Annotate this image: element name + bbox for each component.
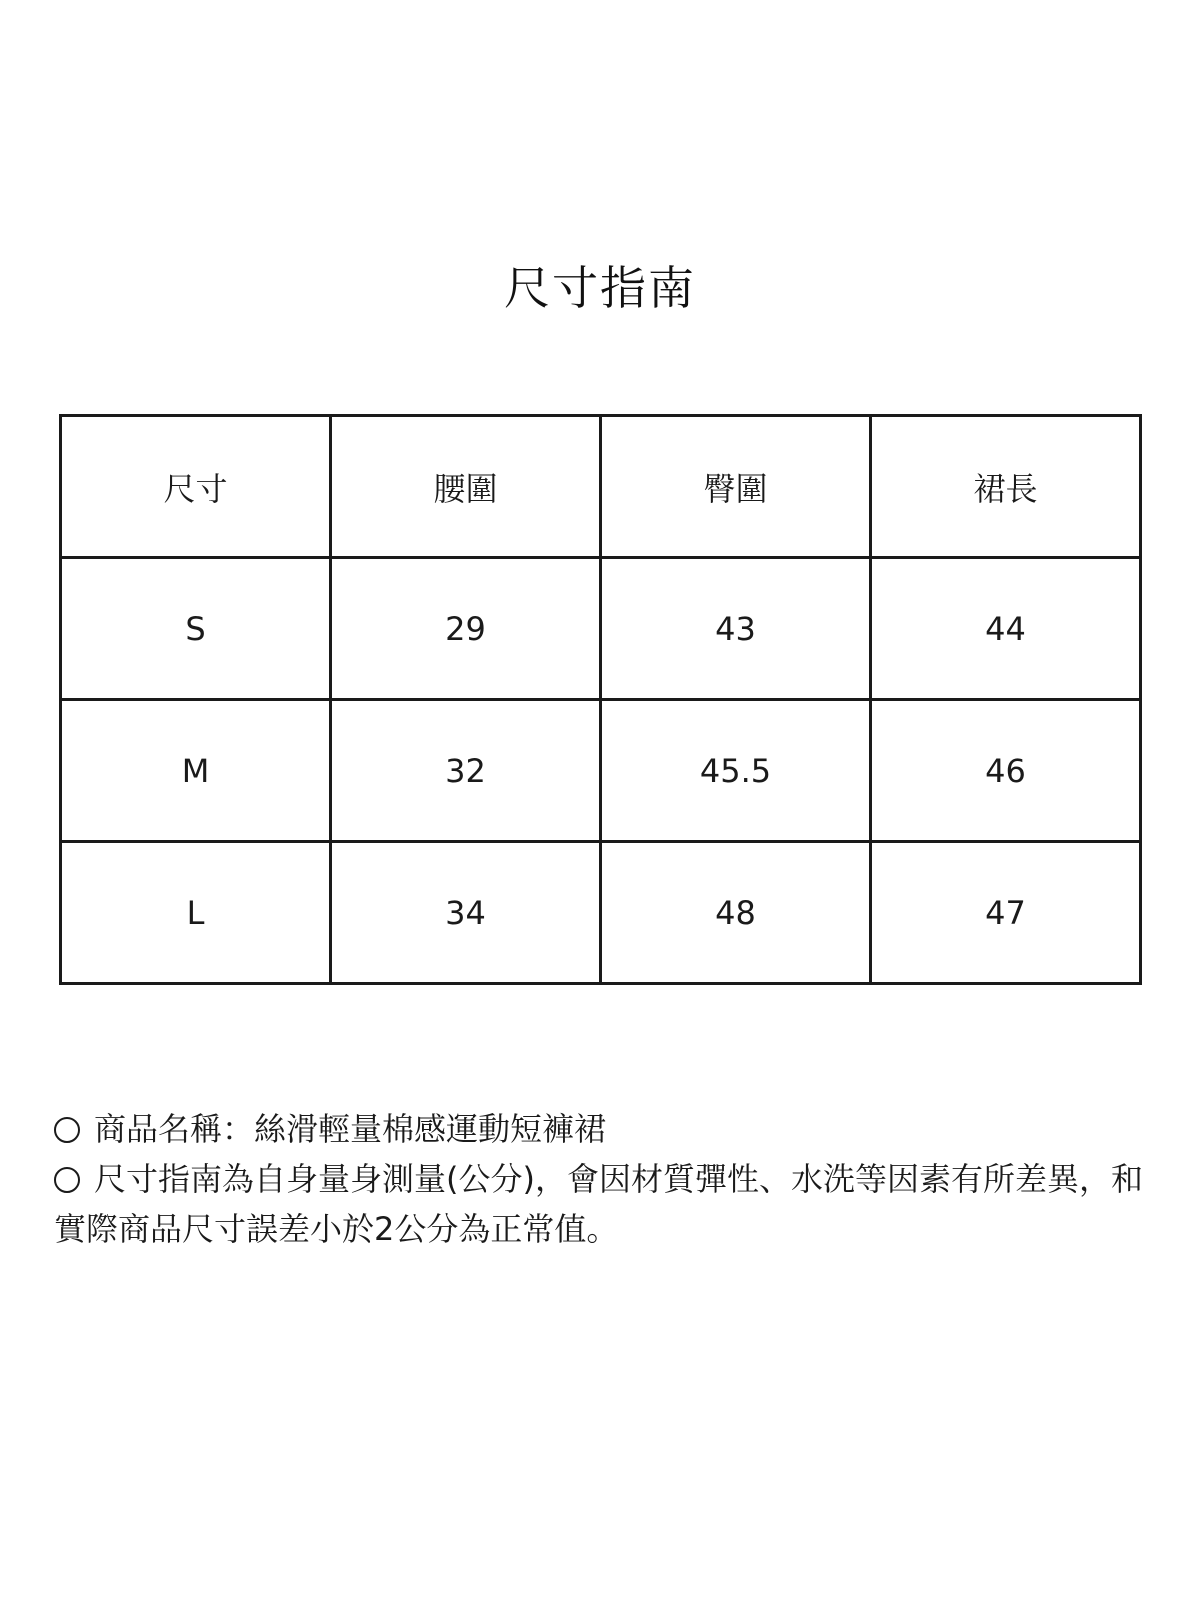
product-name-text: 商品名稱：絲滑輕量棉感運動短褲裙 [94, 1110, 607, 1148]
table-header-row [61, 416, 1141, 558]
page-title: 尺寸指南 [504, 261, 696, 315]
table-cell: L [61, 842, 331, 984]
size-guide-note [54, 1154, 1154, 1254]
product-name-note [54, 1104, 1154, 1154]
table-cell: 29 [331, 558, 601, 700]
circle-bullet-icon [54, 1167, 80, 1193]
notes-section [54, 1104, 1154, 1254]
header-waist: 腰圍 [331, 416, 601, 558]
size-guide-text: 尺寸指南為自身量身測量(公分)，會因材質彈性、水洗等因素有所差異，和實際商品尺寸誤差小於2公分為正常值。 [54, 1160, 1143, 1248]
table-cell: 32 [331, 700, 601, 842]
table-cell: 34 [331, 842, 601, 984]
header-length: 裙長 [871, 416, 1141, 558]
table-cell: 46 [871, 700, 1141, 842]
table-row [61, 700, 1141, 842]
table-row [61, 842, 1141, 984]
size-table [59, 414, 1142, 985]
table-cell: M [61, 700, 331, 842]
table-cell: S [61, 558, 331, 700]
header-hip: 臀圍 [601, 416, 871, 558]
table-row [61, 558, 1141, 700]
table-cell: 47 [871, 842, 1141, 984]
table-cell: 44 [871, 558, 1141, 700]
table-cell: 45.5 [601, 700, 871, 842]
header-size: 尺寸 [61, 416, 331, 558]
circle-bullet-icon [54, 1117, 80, 1143]
table-cell: 48 [601, 842, 871, 984]
table-cell: 43 [601, 558, 871, 700]
